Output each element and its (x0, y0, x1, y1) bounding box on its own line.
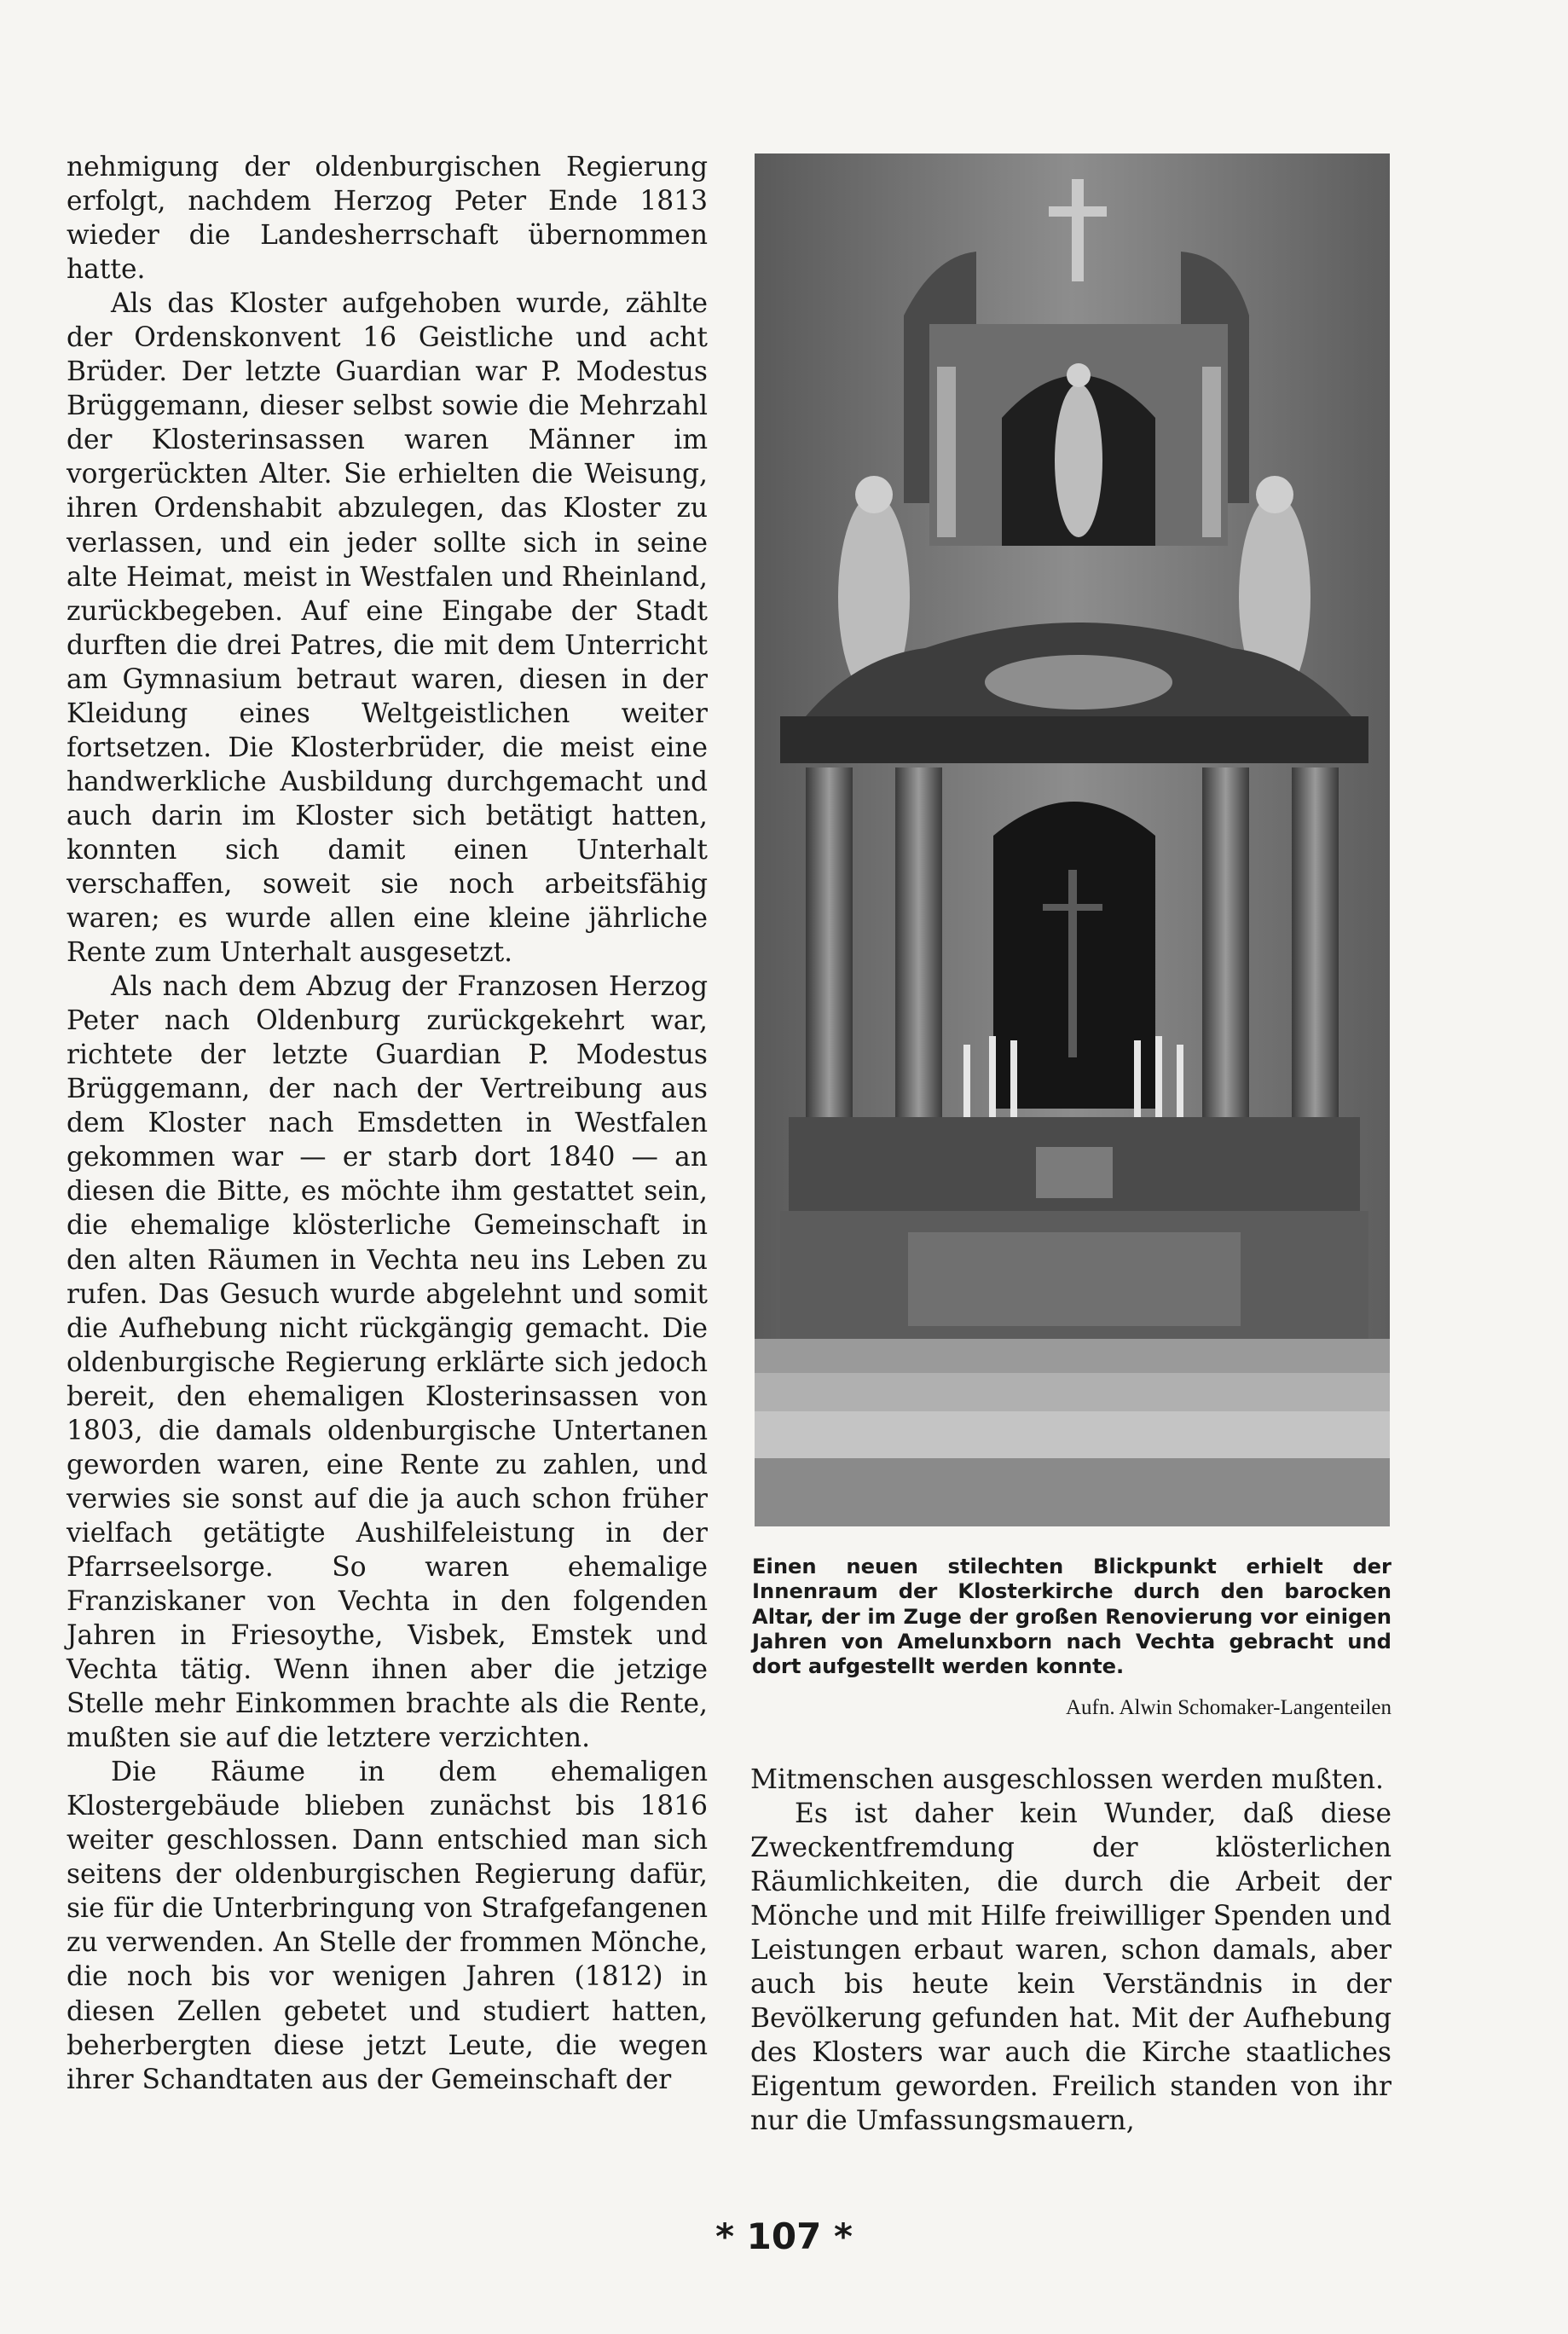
figure-caption: Einen neuen stilechten Blickpunkt erhielt der Innenraum der Klosterkirche durch den barocken Altar, der im Zuge der großen Renovierung vor einigen Jahren von Amelunxborn nach Vechta gebracht und dort aufgestellt werden konnte. (752, 1555, 1392, 1679)
paragraph: Als das Kloster aufgehoben wurde, zählte der Ordenskonvent 16 Geistliche und acht Brüder. Der letzte Guardian war P. Modestus Brüggemann, dieser selbst sowie die Mehrzahl der Klosterinsassen waren Männer im vorgerückten Alter. Sie erhielten die Weisung, ihren Ordenshabit abzulegen, das Kloster zu verlassen, und ein jeder sollte sich in seine alte Heimat, meist in Westfalen und Rheinland, zurückbegeben. Auf eine Eingabe der Stadt durften die drei Patres, die mit dem Unterricht am Gymnasium betraut waren, diesen in der Kleidung eines Weltgeistlichen weiter fortsetzen. Die Klosterbrüder, die meist eine handwerkliche Ausbildung durchgemacht und auch darin im Kloster sich betätigt hatten, konnten sich damit einen Unterhalt verschaffen, soweit sie noch arbeitsfähig waren; es wurde allen eine kleine jährliche Rente zum Unterhalt ausgesetzt. (67, 288, 708, 969)
altar-illustration (755, 153, 1390, 1526)
right-text-column (750, 1763, 1392, 2139)
paragraph: Als nach dem Abzug der Franzosen Herzog Peter nach Oldenburg zurückgekehrt war, richtete der letzte Guardian P. Modestus Brüggemann, der nach der Vertreibung aus dem Kloster nach Emsdetten in Westfalen gekommen war — er starb dort 1840 — an diesen die Bitte, es möchte ihm gestattet sein, die ehemalige klösterliche Gemeinschaft in den alten Räumen in Vechta neu ins Leben zu rufen. Das Gesuch wurde abgelehnt und somit die Aufhebung nicht rückgängig gemacht. Die oldenburgische Regierung erklärte sich jedoch bereit, den ehemaligen Klosterinsassen von 1803, die damals oldenburgische Untertanen geworden waren, eine Rente zu zahlen, und verwies sie sonst auf die ja auch schon früher vielfach getätigte Aushilfeleistung in der Pfarrseelsorge. So waren ehemalige Franziskaner von Vechta in den folgenden Jahren in Friesoythe, Visbek, Emstek und Vechta tätig. Wenn ihnen aber die jetzige Stelle mehr Einkommen brachte als die Rente, mußten sie auf die letztere verzichten. (67, 971, 708, 1754)
page-number: * 107 * (715, 2215, 853, 2257)
left-text-column (67, 150, 708, 2097)
paragraph: Die Räume in dem ehemaligen Klostergebäude blieben zunächst bis 1816 weiter geschlossen. Dann entschied man sich seitens der oldenburgischen Regierung dafür, sie für die Unterbringung von Strafgefangenen zu verwenden. An Stelle der frommen Mönche, die noch bis vor wenigen Jahren (1812) in diesen Zellen gebetet und studiert hatten, beherbergten diese jetzt Leute, die wegen ihrer Schandtaten aus der Gemeinschaft der (67, 1757, 708, 2095)
paragraph: nehmigung der oldenburgischen Regierung erfolgt, nachdem Herzog Peter Ende 1813 wieder die Landesherrschaft übernommen hatte. (67, 152, 708, 286)
altar-photo (755, 153, 1390, 1526)
paragraph: Mitmenschen ausgeschlossen werden mußten. (750, 1764, 1385, 1795)
paragraph: Es ist daher kein Wunder, daß diese Zweckentfremdung der klösterlichen Räumlichkeiten, die durch die Arbeit der Mönche und mit Hilfe freiwilliger Spenden und Leistungen erbaut waren, schon damals, aber auch bis heute kein Verständnis in der Bevölkerung gefunden hat. Mit der Aufhebung des Klosters war auch die Kirche staatliches Eigentum geworden. Freilich standen von ihr nur die Umfassungsmauern, (750, 1798, 1392, 2137)
photo-credit: Aufn. Alwin Schomaker-Langenteilen (1065, 1696, 1392, 1719)
